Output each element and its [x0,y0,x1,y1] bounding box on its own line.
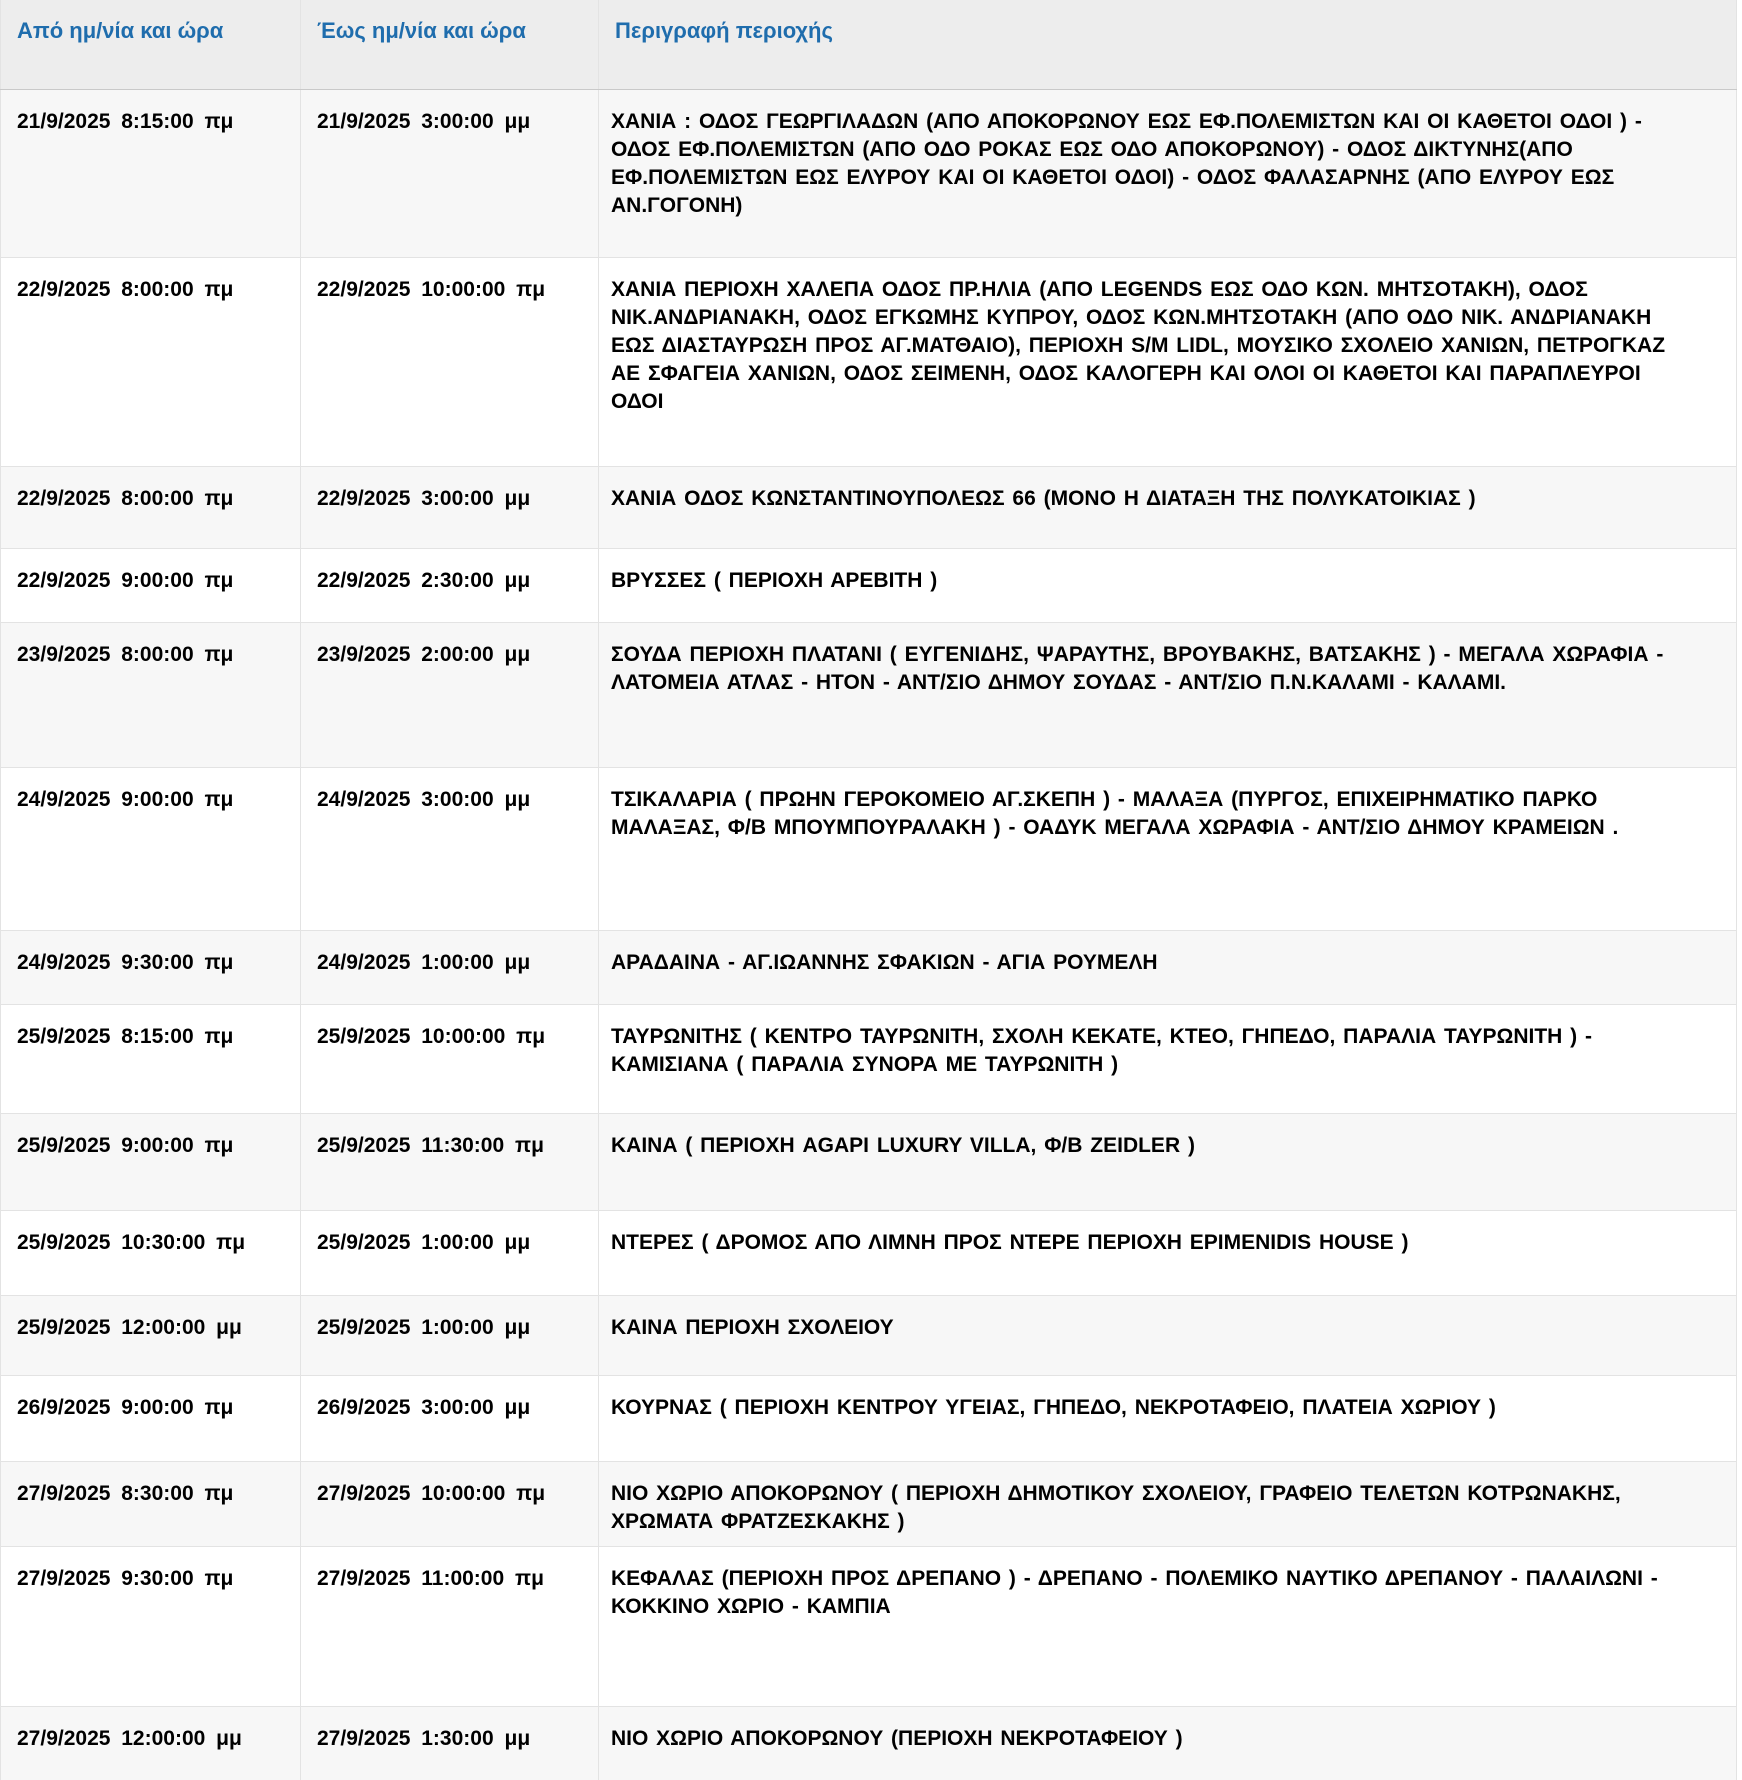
from-datetime-cell: 21/9/2025 8:15:00 πμ [17,109,234,133]
from-datetime-cell: 25/9/2025 12:00:00 μμ [1,1295,301,1375]
table-row [1,1004,1737,1113]
to-datetime-cell: 23/9/2025 2:00:00 μμ [301,622,599,767]
column-header-to: Έως ημ/νία και ώρα [301,0,599,89]
area-description-cell: ΚΟΥΡΝΑΣ ( ΠΕΡΙΟΧΗ ΚΕΝΤΡΟΥ ΥΓΕΙΑΣ, ΓΗΠΕΔΟ, ΝΕΚΡΟΤΑΦΕΙΟ, ΠΛΑΤΕΙΑ ΧΩΡΙΟΥ ) [599,1375,1737,1461]
area-description-cell: ΝΤΕΡΕΣ ( ΔΡΟΜΟΣ ΑΠΟ ΛΙΜΝΗ ΠΡΟΣ ΝΤΕΡΕ ΠΕΡΙΟΧΗ EPIMENIDIS HOUSE ) [599,1210,1737,1295]
to-datetime-cell: 24/9/2025 3:00:00 μμ [301,767,599,930]
table-row [1,767,1737,930]
from-datetime-cell: 24/9/2025 9:30:00 πμ [1,930,301,1004]
from-datetime-cell: 27/9/2025 12:00:00 μμ [1,1706,301,1780]
to-datetime-cell: 25/9/2025 11:30:00 πμ [301,1113,599,1210]
area-description-cell: ΧΑΝΙΑ ΠΕΡΙΟΧΗ ΧΑΛΕΠΑ ΟΔΟΣ ΠΡ.ΗΛΙΑ (ΑΠΟ LEGENDS ΕΩΣ ΟΔΟ ΚΩΝ. ΜΗΤΣΟΤΑΚΗ), ΟΔΟΣ ΝΙΚ.ΑΝΔΡΙΑΝΑΚΗ, ΟΔΟΣ ΕΓΚΩΜΗΣ ΚΥΠΡΟΥ, ΟΔΟΣ ΚΩΝ.ΜΗΤΣΟΤΑΚΗ (ΑΠΟ ΟΔΟ ΝΙΚ. ΑΝΔΡΙΑΝΑΚΗ ΕΩΣ ΔΙΑΣΤΑΥΡΩΣΗ ΠΡΟΣ ΑΓ.ΜΑΤΘΑΙΟ), ΠΕΡΙΟΧΗ S/M LIDL, ΜΟΥΣΙΚΟ ΣΧΟΛΕΙΟ ΧΑΝΙΩΝ, ΠΕΤΡΟΓΚΑΖ ΑΕ ΣΦΑΓΕΙΑ ΧΑΝΙΩΝ, ΟΔΟΣ ΣΕΙΜΕΝΗ, ΟΔΟΣ ΚΑΛΟΓΕΡΗ ΚΑΙ ΟΛΟΙ ΟΙ ΚΑΘΕΤΟΙ ΚΑΙ ΠΑΡΑΠΛΕΥΡΟΙ ΟΔΟΙ [599,257,1737,466]
from-datetime-cell: 22/9/2025 9:00:00 πμ [1,548,301,622]
area-description-cell: ΒΡΥΣΣΕΣ ( ΠΕΡΙΟΧΗ ΑΡΕΒΙΤΗ ) [599,548,1737,622]
to-datetime-cell: 24/9/2025 1:00:00 μμ [301,930,599,1004]
to-datetime-cell: 21/9/2025 3:00:00 μμ [301,89,599,257]
to-datetime-cell: 26/9/2025 3:00:00 μμ [301,1375,599,1461]
area-description-cell: ΚΕΦΑΛΑΣ (ΠΕΡΙΟΧΗ ΠΡΟΣ ΔΡΕΠΑΝΟ ) - ΔΡΕΠΑΝΟ - ΠΟΛΕΜΙΚΟ ΝΑΥΤΙΚΟ ΔΡΕΠΑΝΟΥ - ΠΑΛΑΙΛΩΝΙ - ΚΟΚΚΙΝΟ ΧΩΡΙΟ - ΚΑΜΠΙΑ [599,1546,1737,1706]
to-datetime-cell: 22/9/2025 2:30:00 μμ [301,548,599,622]
to-datetime-cell: 22/9/2025 10:00:00 πμ [301,257,599,466]
area-description-cell: ΧΑΝΙΑ : ΟΔΟΣ ΓΕΩΡΓΙΛΑΔΩΝ (ΑΠΟ ΑΠΟΚΟΡΩΝΟΥ ΕΩΣ ΕΦ.ΠΟΛΕΜΙΣΤΩΝ ΚΑΙ ΟΙ ΚΑΘΕΤΟΙ ΟΔΟΙ ) - ΟΔΟΣ ΕΦ.ΠΟΛΕΜΙΣΤΩΝ (ΑΠΟ ΟΔΟ ΡΟΚΑΣ ΕΩΣ ΟΔΟ ΑΠΟΚΟΡΩΝΟΥ) - ΟΔΟΣ ΔΙΚΤΥΝΗΣ(ΑΠΟ ΕΦ.ΠΟΛΕΜΙΣΤΩΝ ΕΩΣ ΕΛΥΡΟΥ ΚΑΙ ΟΙ ΚΑΘΕΤΟΙ ΟΔΟΙ) - ΟΔΟΣ ΦΑΛΑΣΑΡΝΗΣ (ΑΠΟ ΕΛΥΡΟΥ ΕΩΣ ΑΝ.ΓΟΓΟΝΗ) [599,89,1737,257]
to-datetime-cell: 25/9/2025 1:00:00 μμ [301,1210,599,1295]
table-row [1,548,1737,622]
table-row [1,1461,1737,1546]
to-datetime-cell: 25/9/2025 1:00:00 μμ [301,1295,599,1375]
table-row [1,1546,1737,1706]
from-datetime-cell: 25/9/2025 8:15:00 πμ [1,1004,301,1113]
table-row [1,1706,1737,1780]
from-datetime-cell: 22/9/2025 8:00:00 πμ [1,257,301,466]
header-row [1,0,1737,89]
area-description-cell: ΚΑΙΝΑ ΠΕΡΙΟΧΗ ΣΧΟΛΕΙΟΥ [599,1295,1737,1375]
from-datetime-cell: 24/9/2025 9:00:00 πμ [1,767,301,930]
column-header-area: Περιγραφή περιοχής [599,0,1737,89]
table-row [1,1295,1737,1375]
from-datetime-cell: 25/9/2025 9:00:00 πμ [1,1113,301,1210]
table-row [1,1113,1737,1210]
from-datetime-cell: 27/9/2025 8:30:00 πμ [1,1461,301,1546]
table-header [1,0,1737,89]
from-datetime-cell: 22/9/2025 8:00:00 πμ [1,466,301,548]
from-datetime-cell: 25/9/2025 10:30:00 πμ [1,1210,301,1295]
table-row [1,930,1737,1004]
table-row [1,466,1737,548]
from-datetime-cell: 23/9/2025 8:00:00 πμ [1,622,301,767]
area-description-cell: ΝΙΟ ΧΩΡΙΟ ΑΠΟΚΟΡΩΝΟΥ ( ΠΕΡΙΟΧΗ ΔΗΜΟΤΙΚΟΥ ΣΧΟΛΕΙΟΥ, ΓΡΑΦΕΙΟ ΤΕΛΕΤΩΝ ΚΟΤΡΩΝΑΚΗΣ, ΧΡΩΜΑΤΑ ΦΡΑΤΖΕΣΚΑΚΗΣ ) [599,1461,1737,1546]
area-description-cell: ΑΡΑΔΑΙΝΑ - ΑΓ.ΙΩΑΝΝΗΣ ΣΦΑΚΙΩΝ - ΑΓΙΑ ΡΟΥΜΕΛΗ [599,930,1737,1004]
area-description-cell: ΧΑΝΙΑ ΟΔΟΣ ΚΩΝΣΤΑΝΤΙΝΟΥΠΟΛΕΩΣ 66 (ΜΟΝΟ Η ΔΙΑΤΑΞΗ ΤΗΣ ΠΟΛΥΚΑΤΟΙΚΙΑΣ ) [599,466,1737,548]
area-description-cell: ΝΙΟ ΧΩΡΙΟ ΑΠΟΚΟΡΩΝΟΥ (ΠΕΡΙΟΧΗ ΝΕΚΡΟΤΑΦΕΙΟΥ ) [599,1706,1737,1780]
table-row [1,1210,1737,1295]
from-datetime-cell: 26/9/2025 9:00:00 πμ [1,1375,301,1461]
area-description-cell: ΤΣΙΚΑΛΑΡΙΑ ( ΠΡΩΗΝ ΓΕΡΟΚΟΜΕΙΟ ΑΓ.ΣΚΕΠΗ ) - ΜΑΛΑΞΑ (ΠΥΡΓΟΣ, ΕΠΙΧΕΙΡΗΜΑΤΙΚΟ ΠΑΡΚΟ ΜΑΛΑΞΑΣ, Φ/Β ΜΠΟΥΜΠΟΥΡΑΛΑΚΗ ) - ΟΑΔΥΚ ΜΕΓΑΛΑ ΧΩΡΑΦΙΑ - ΑΝΤ/ΣΙΟ ΔΗΜΟΥ ΚΡΑΜΕΙΩΝ . [599,767,1737,930]
table-row [1,1375,1737,1461]
to-datetime-cell: 27/9/2025 11:00:00 πμ [301,1546,599,1706]
to-datetime-cell: 22/9/2025 3:00:00 μμ [301,466,599,548]
area-description-cell: ΚΑΙΝΑ ( ΠΕΡΙΟΧΗ AGAPI LUXURY VILLA, Φ/Β ZEIDLER ) [599,1113,1737,1210]
table-body [1,89,1737,1780]
to-datetime-cell: 27/9/2025 1:30:00 μμ [301,1706,599,1780]
to-datetime-cell: 25/9/2025 10:00:00 πμ [301,1004,599,1113]
column-header-from: Από ημ/νία και ώρα [1,0,301,89]
table-row [1,622,1737,767]
to-datetime-cell: 27/9/2025 10:00:00 πμ [301,1461,599,1546]
area-description-cell: ΤΑΥΡΩΝΙΤΗΣ ( ΚΕΝΤΡΟ ΤΑΥΡΩΝΙΤΗ, ΣΧΟΛΗ ΚΕΚΑΤΕ, ΚΤΕΟ, ΓΗΠΕΔΟ, ΠΑΡΑΛΙΑ ΤΑΥΡΩΝΙΤΗ ) - ΚΑΜΙΣΙΑΝΑ ( ΠΑΡΑΛΙΑ ΣΥΝΟΡΑ ΜΕ ΤΑΥΡΩΝΙΤΗ ) [599,1004,1737,1113]
from-datetime-cell: 27/9/2025 9:30:00 πμ [1,1546,301,1706]
table-row [1,89,1737,257]
area-description-cell: ΣΟΥΔΑ ΠΕΡΙΟΧΗ ΠΛΑΤΑΝΙ ( ΕΥΓΕΝΙΔΗΣ, ΨΑΡΑΥΤΗΣ, ΒΡΟΥΒΑΚΗΣ, ΒΑΤΣΑΚΗΣ ) - ΜΕΓΑΛΑ ΧΩΡΑΦΙΑ - ΛΑΤΟΜΕΙΑ ΑΤΛΑΣ - ΗΤΟΝ - ΑΝΤ/ΣΙΟ ΔΗΜΟΥ ΣΟΥΔΑΣ - ΑΝΤ/ΣΙΟ Π.Ν.ΚΑΛΑΜΙ - ΚΑΛΑΜΙ. [599,622,1737,767]
table-row [1,257,1737,466]
